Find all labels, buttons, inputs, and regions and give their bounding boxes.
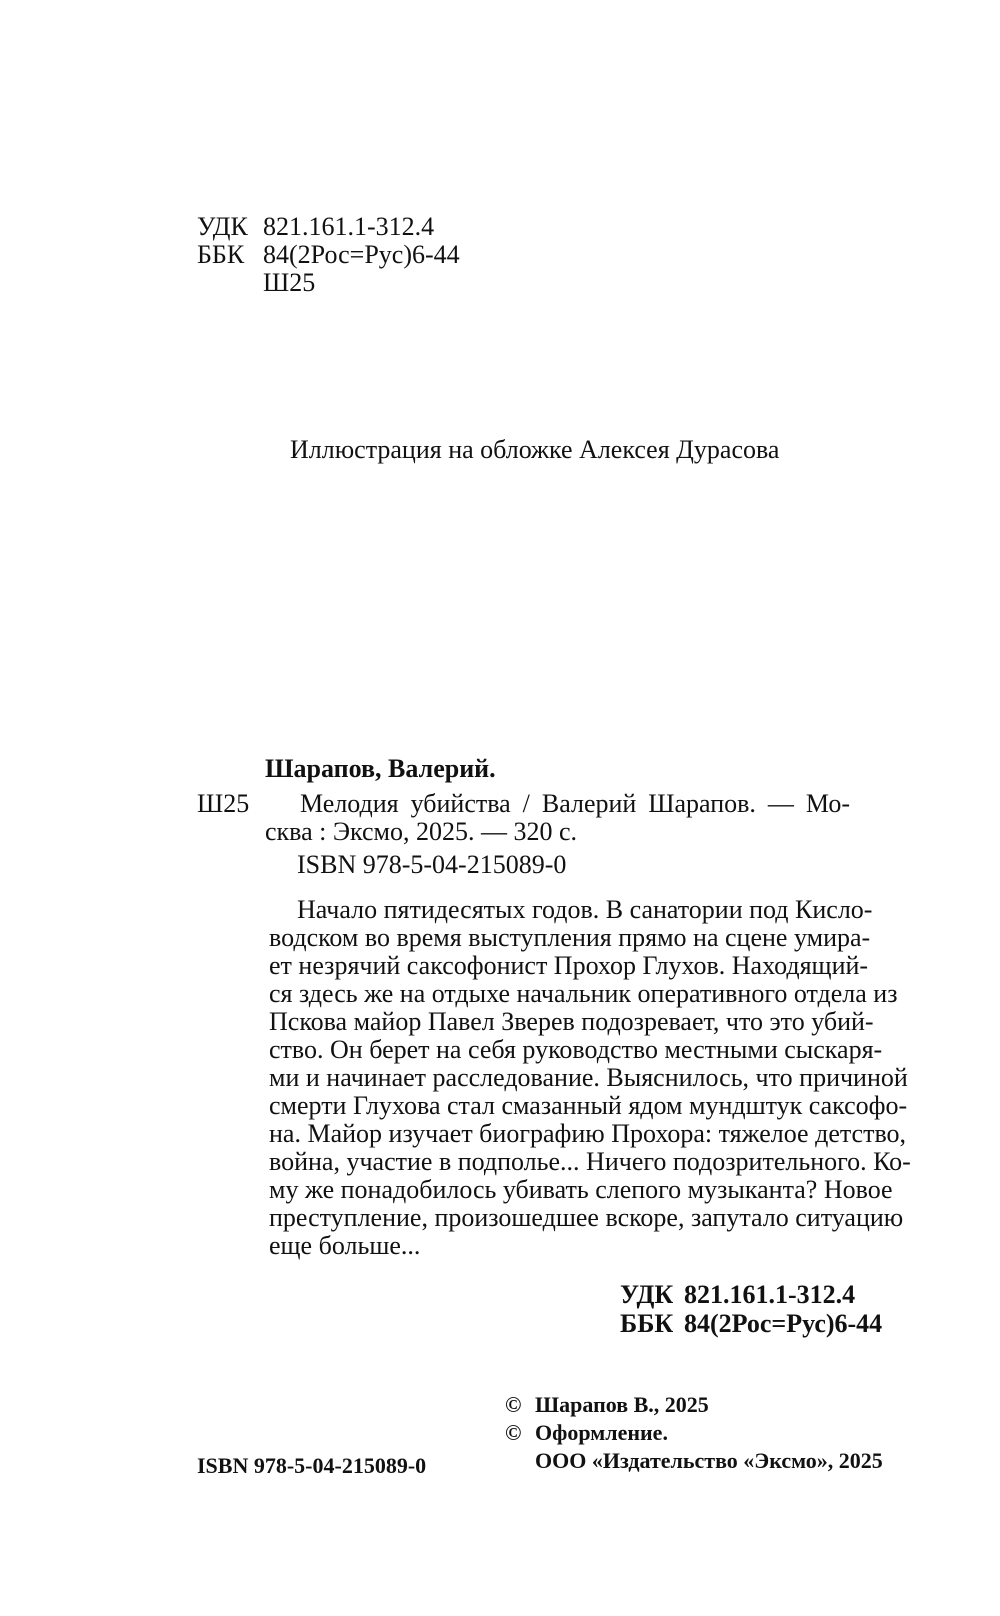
bottom-udk-label: УДК [620,1280,674,1309]
bottom-bbk-label: ББК [620,1309,674,1338]
top-bbk-value: 84(2Рос=Рус)6-44 [263,240,460,269]
abstract-line: водском во время выступления прямо на сцене умира- [269,923,871,952]
top-bbk-line [197,238,460,271]
copyright-sign: © [505,1420,522,1445]
bottom-udk-value: 821.161.1-312.4 [684,1280,856,1309]
bottom-bbk-line [620,1307,882,1340]
abstract-line: война, участие в подполье... Ничего подозрительного. Ко- [269,1147,911,1176]
top-udk-label: УДК [197,212,248,241]
record-title-line-1: Мелодия убийства / Валерий Шарапов. — Мо- [300,789,850,818]
abstract-line: Пскова майор Павел Зверев подозревает, что это убий- [269,1007,874,1036]
abstract-line: ет незрячий саксофонист Прохор Глухов. Находящий- [269,951,869,980]
abstract-line: на. Майор изучает биографию Прохора: тяжелое детство, [269,1119,907,1148]
abstract-line: еще больше... [269,1231,421,1260]
abstract-line: Начало пятидесятых годов. В санатории под Кисло- [297,895,873,924]
top-author-sign: Ш25 [263,268,316,297]
copyright-author: Шарапов В., 2025 [535,1392,709,1417]
abstract-line: ми и начинает расследование. Выяснилось, что причиной [269,1063,908,1092]
abstract-line: преступление, произошедшее вскоре, запутало ситуацию [269,1203,904,1232]
top-bbk-label: ББК [197,240,245,269]
abstract-line: му же понадобилось убивать слепого музыканта? Новое [269,1175,893,1204]
top-udk-value: 821.161.1-312.4 [263,212,435,241]
copyright-publisher: ООО «Издательство «Эксмо», 2025 [535,1448,883,1473]
author-heading: Шарапов, Валерий. [265,754,496,783]
record-title-line-2: сква : Эксмо, 2025. — 320 с. [265,817,578,846]
footer-isbn: ISBN 978-5-04-215089-0 [197,1453,427,1478]
record-author-sign: Ш25 [197,789,250,818]
record-isbn: ISBN 978-5-04-215089-0 [297,850,567,879]
abstract-line: смерти Глухова стал смазанный ядом мундштук саксофо- [269,1091,908,1120]
bottom-bbk-value: 84(2Рос=Рус)6-44 [684,1309,883,1338]
abstract-line: ся здесь же на отдыхе начальник оперативного отдела из [269,979,898,1008]
copyright-design: Оформление. [535,1420,668,1445]
abstract-line: ство. Он берет на себя руководство местными сыскаря- [269,1035,883,1064]
copyright-sign: © [505,1392,522,1417]
illustration-credit: Иллюстрация на обложке Алексея Дурасова [290,435,780,464]
